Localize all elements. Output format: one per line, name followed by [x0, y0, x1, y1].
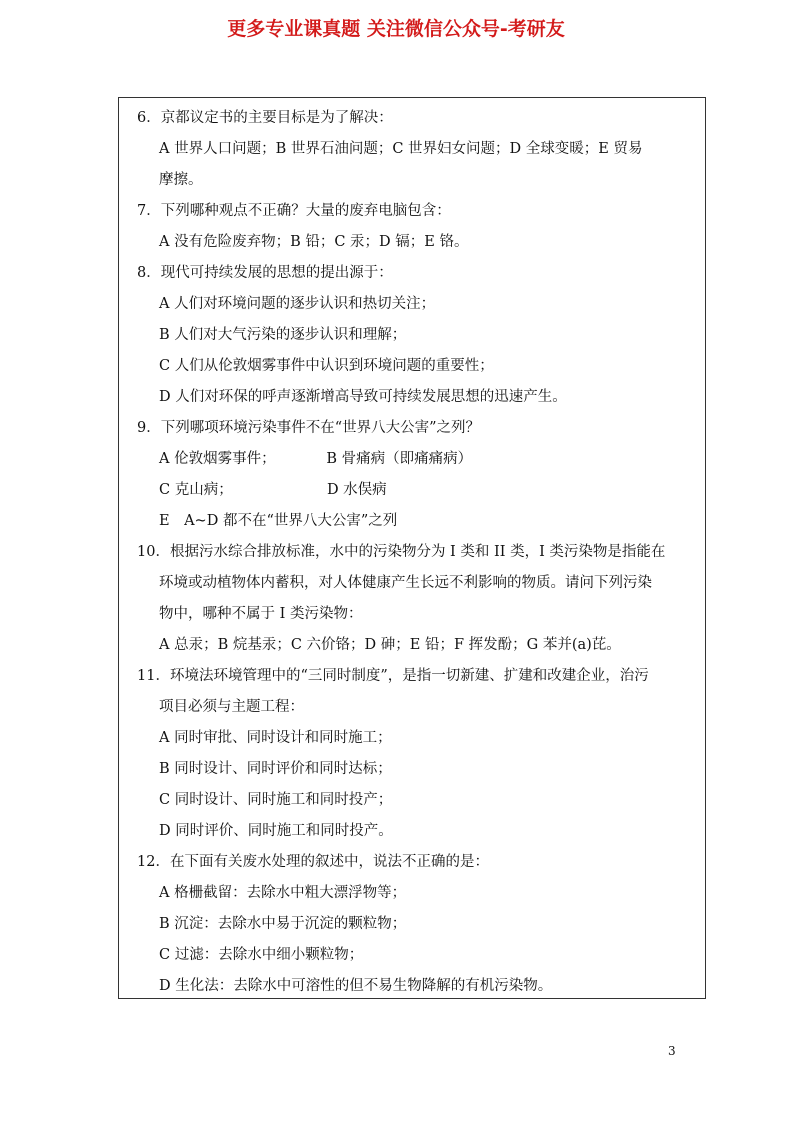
option-line: 环境或动植物体内蓄积，对人体健康产生长远不利影响的物质。请问下列污染: [159, 575, 652, 591]
option-line: D 同时评价、同时施工和同时投产。: [159, 823, 393, 839]
page-header: 更多专业课真题 关注微信公众号-考研友: [227, 18, 565, 40]
question-box: [118, 97, 706, 999]
question-line: 6．京都议定书的主要目标是为了解决：: [137, 110, 393, 126]
option-line: A 世界人口问题；B 世界石油问题；C 世界妇女问题；D 全球变暖；E 贸易: [159, 141, 643, 157]
option-line: A 人们对环境问题的逐步认识和热切关注；: [159, 296, 436, 312]
option-line: D 生化法：去除水中可溶性的但不易生物降解的有机污染物。: [159, 978, 553, 994]
question-line: 7．下列哪种观点不正确？大量的废弃电脑包含：: [137, 203, 451, 219]
option-line: D 人们对环保的呼声逐渐增高导致可持续发展思想的迅速产生。: [159, 389, 567, 405]
option-line: C 同时设计、同时施工和同时投产；: [159, 792, 393, 808]
option-line: B 沉淀：去除水中易于沉淀的颗粒物；: [159, 916, 407, 932]
option-line: C 克山病； D 水俣病: [159, 482, 387, 498]
option-line: B 同时设计、同时评价和同时达标；: [159, 761, 392, 777]
option-line: 项目必须与主题工程：: [159, 699, 304, 715]
option-line: A 总汞；B 烷基汞；C 六价铬；D 砷；E 铅；F 挥发酚；G 苯并(a)芘。: [159, 637, 621, 653]
page-number: 3: [668, 1044, 676, 1058]
option-line: E A~D 都不在“世界八大公害”之列: [159, 513, 398, 529]
option-line: A 伦敦烟雾事件； B 骨痛病（即痛痛病）: [159, 451, 473, 467]
question-line: 9．下列哪项环境污染事件不在“世界八大公害”之列？: [137, 420, 481, 436]
option-line: B 人们对大气污染的逐步认识和理解；: [159, 327, 407, 343]
option-line: 摩擦。: [159, 172, 203, 188]
question-line: 8．现代可持续发展的思想的提出源于：: [137, 265, 393, 281]
question-line: 12．在下面有关废水处理的叙述中，说法不正确的是：: [137, 854, 489, 870]
option-line: A 没有危险废弃物；B 铅；C 汞；D 镉；E 铬。: [159, 234, 469, 250]
question-line: 10．根据污水综合排放标准，水中的污染物分为 I 类和 II 类，I 类污染物是指能在: [137, 544, 666, 560]
question-line: 11．环境法环境管理中的“三同时制度”，是指一切新建、扩建和改建企业，治污: [137, 668, 649, 684]
option-line: C 人们从伦敦烟雾事件中认识到环境问题的重要性；: [159, 358, 494, 374]
option-line: A 同时审批、同时设计和同时施工；: [159, 730, 392, 746]
option-line: 物中，哪种不属于 I 类污染物：: [159, 606, 363, 622]
option-line: C 过滤：去除水中细小颗粒物；: [159, 947, 364, 963]
option-line: A 格栅截留：去除水中粗大漂浮物等；: [159, 885, 407, 901]
